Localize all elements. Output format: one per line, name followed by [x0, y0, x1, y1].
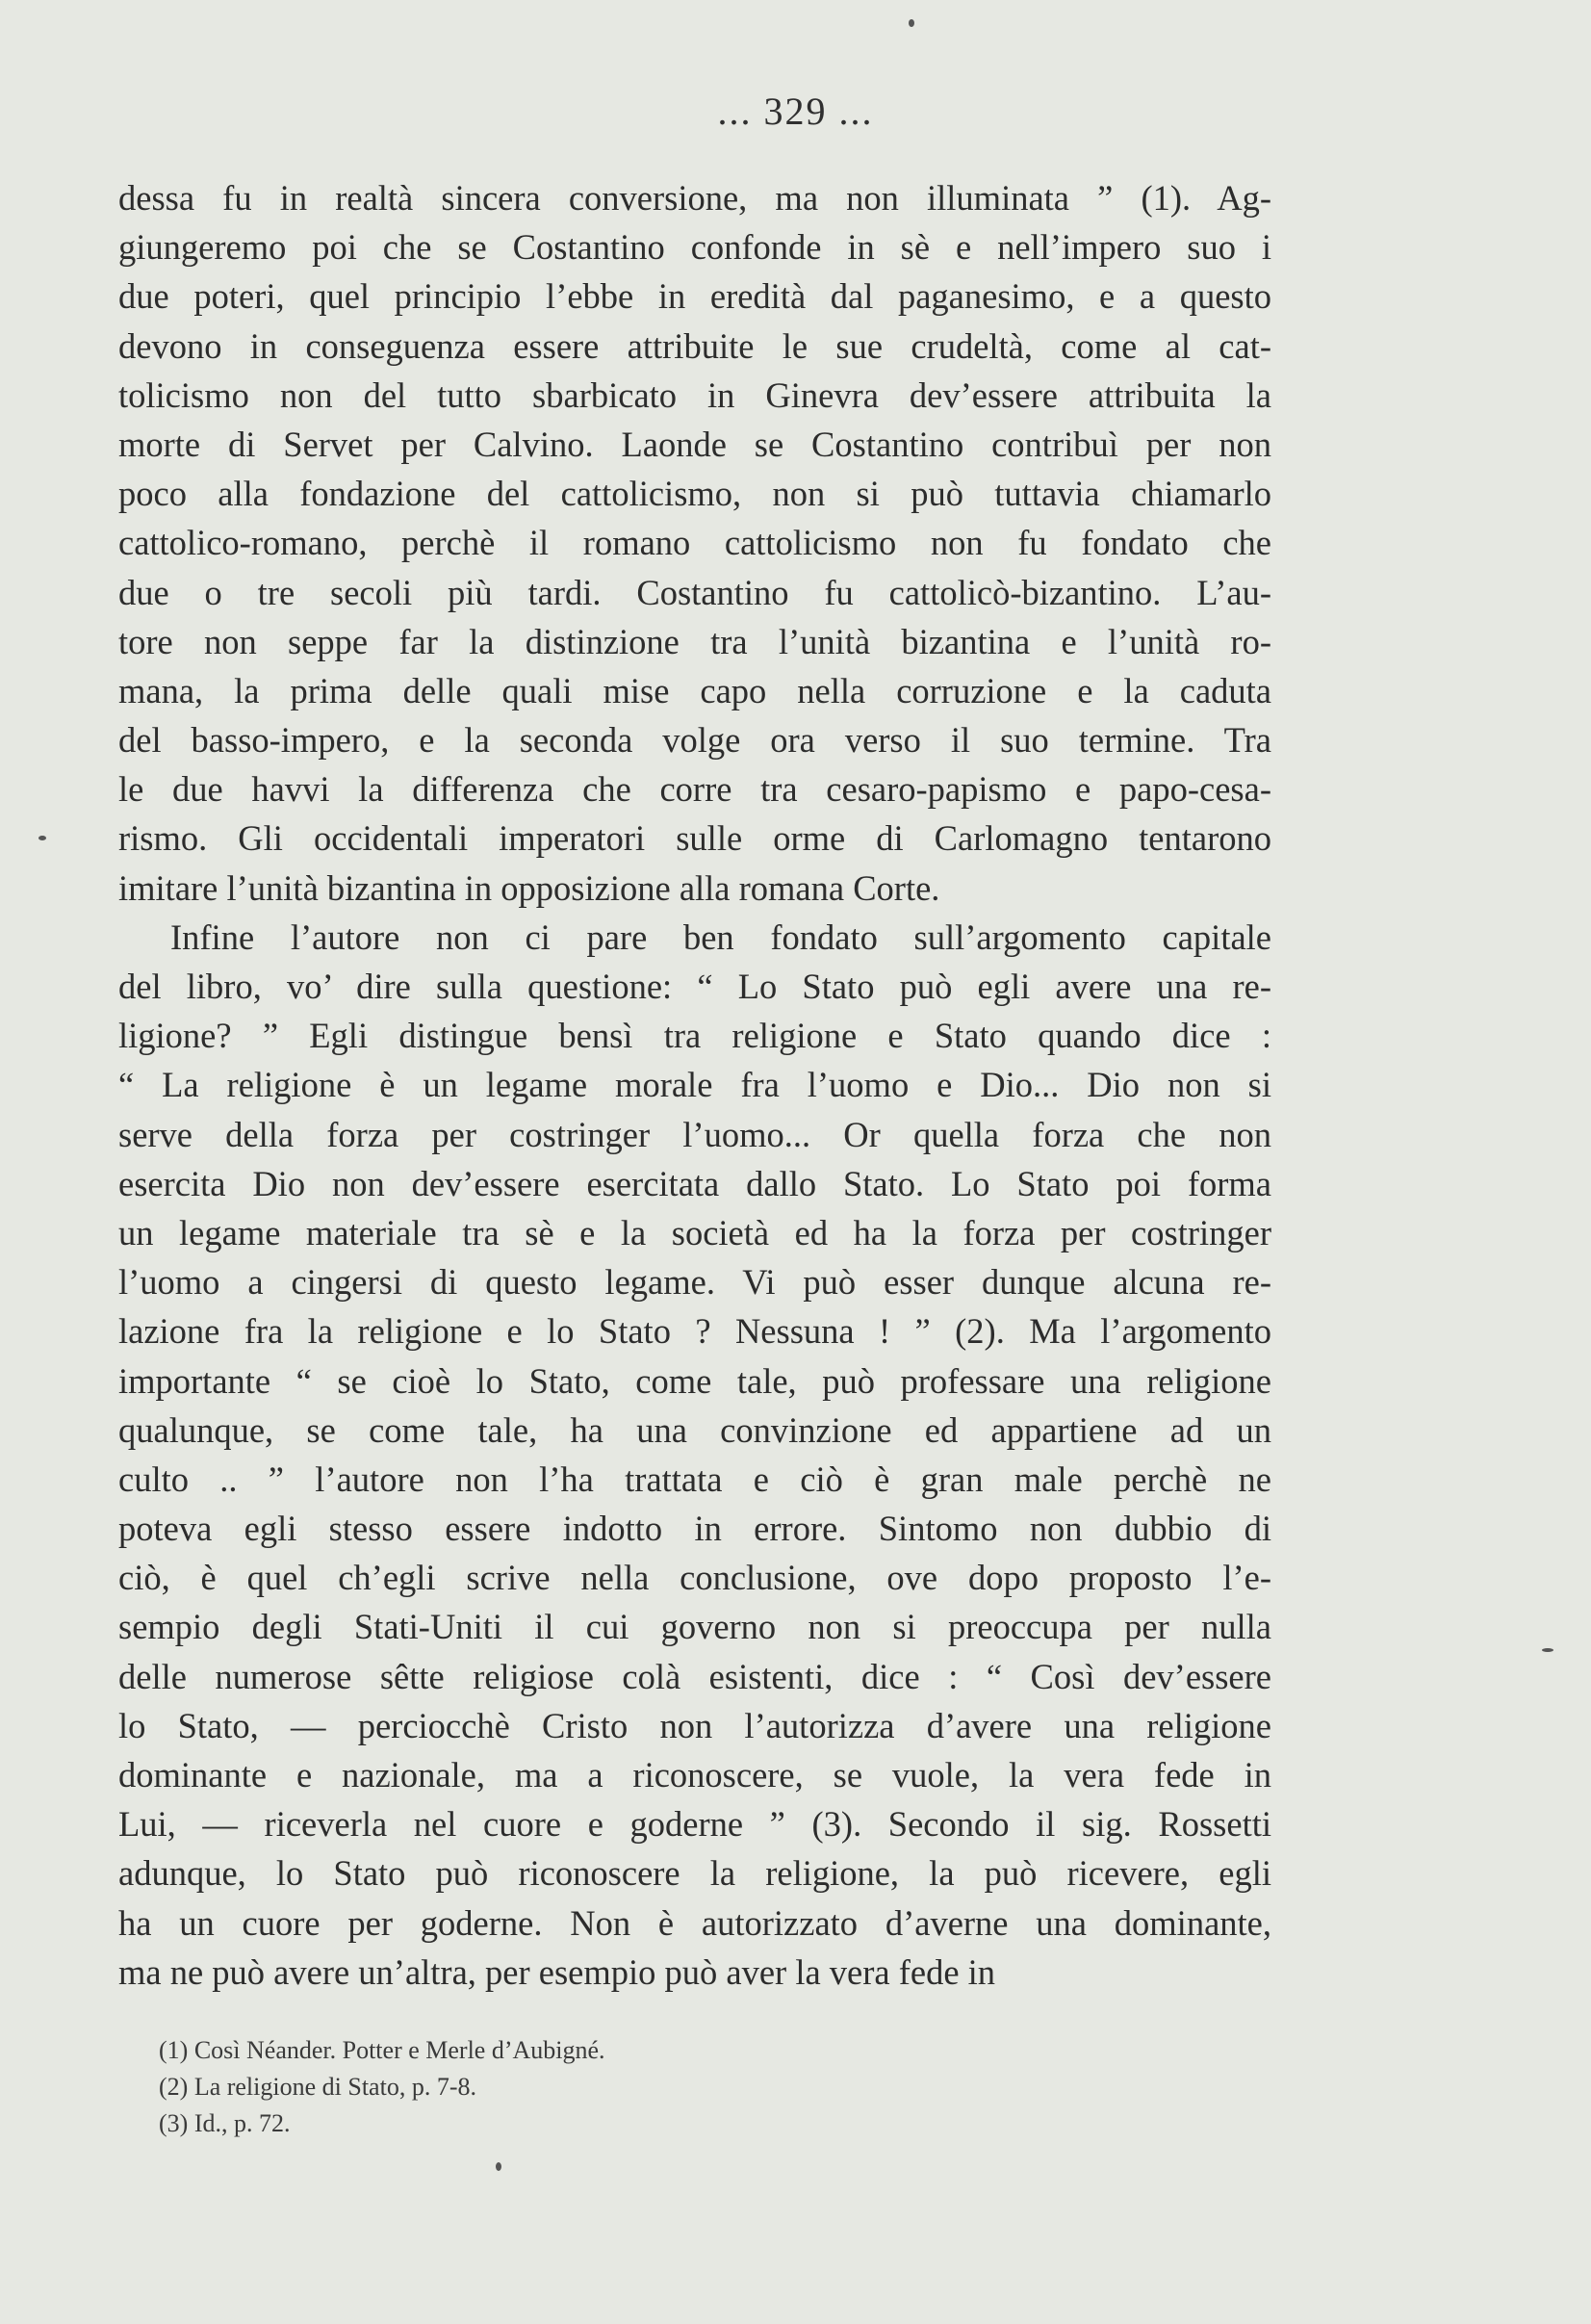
text-line: tore non seppe far la distinzione tra l’unità bizantina e l’unità ro-: [118, 621, 1271, 661]
text-line: importante “ se cioè lo Stato, come tale, può professare una religione: [118, 1360, 1271, 1401]
text-line: cattolico-romano, perchè il romano cattolicismo non fu fondato che: [118, 523, 1271, 563]
text-line: qualunque, se come tale, ha una convinzione ed appartiene ad un: [118, 1409, 1271, 1450]
footnote: (2) La religione di Stato, p. 7-8.: [159, 2073, 476, 2101]
text-line: adunque, lo Stato può riconoscere la religione, la può ricevere, egli: [118, 1853, 1271, 1894]
text-line: l’uomo a cingersi di questo legame. Vi può esser dunque alcuna re-: [118, 1262, 1271, 1303]
text-line: delle numerose sêtte religiose colà esistenti, dice : “ Così dev’essere: [118, 1656, 1271, 1696]
text-line: un legame materiale tra sè e la società ed ha la forza per costringer: [118, 1212, 1271, 1252]
text-line: lo Stato, — perciocchè Cristo non l’autorizza d’avere una religione: [118, 1705, 1271, 1745]
ink-speck: [496, 2162, 501, 2171]
text-line: ciò, è quel ch’egli scrive nella conclusione, ove dopo proposto l’e-: [118, 1558, 1271, 1598]
text-line: ha un cuore per goderne. Non è autorizzato d’averne una dominante,: [118, 1902, 1271, 1943]
text-line: imitare l’unità bizantina in opposizione alla romana Corte.: [118, 867, 940, 908]
text-line: le due havvi la differenza che corre tra cesaro-papismo e papo-cesa-: [118, 769, 1271, 810]
ink-speck: [1542, 1648, 1553, 1652]
text-line: del libro, vo’ dire sulla questione: “ Lo Stato può egli avere una re-: [118, 967, 1271, 1006]
text-line: esercita Dio non dev’essere esercitata dallo Stato. Lo Stato poi forma: [118, 1163, 1271, 1203]
text-line: mana, la prima delle quali mise capo nella corruzione e la caduta: [118, 670, 1271, 710]
text-line: ligione? ” Egli distingue bensì tra religione e Stato quando dice :: [118, 1016, 1271, 1056]
text-line: rismo. Gli occidentali imperatori sulle orme di Carlomagno tentarono: [118, 818, 1271, 859]
text-line: sempio degli Stati-Uniti il cui governo non si preoccupa per nulla: [118, 1607, 1271, 1647]
text-line: serve della forza per costringer l’uomo... Or quella forza che non: [118, 1114, 1271, 1154]
text-line: devono in conseguenza essere attribuite le sue crudeltà, come al cat-: [118, 325, 1271, 366]
text-line: dominante e nazionale, ma a riconoscere, se vuole, la vera fede in: [118, 1755, 1271, 1795]
text-line: Lui, — riceverla nel cuore e goderne ” (3). Secondo il sig. Rossetti: [118, 1804, 1271, 1845]
text-line: tolicismo non del tutto sbarbicato in Ginevra dev’essere attribuita la: [118, 374, 1271, 415]
text-line: dessa fu in realtà sincera conversione, ma non illuminata ” (1). Ag-: [118, 178, 1271, 218]
body-text: [118, 173, 1271, 1997]
footnote: (1) Così Néander. Potter e Merle d’Aubigné.: [159, 2036, 605, 2064]
text-line: due o tre secoli più tardi. Costantino fu cattolicò-bizantino. L’au-: [118, 572, 1271, 612]
text-line: poteva egli stesso essere indotto in errore. Sintomo non dubbio di: [118, 1509, 1271, 1549]
footnote: (3) Id., p. 72.: [159, 2109, 291, 2137]
text-line: morte di Servet per Calvino. Laonde se Costantino contribuì per non: [118, 424, 1271, 464]
ink-speck: [909, 19, 914, 27]
page-number: ... 329 ...: [717, 90, 874, 133]
text-line: Infine l’autore non ci pare ben fondato sull’argomento capitale: [170, 917, 1271, 957]
text-line: giungeremo poi che se Costantino confonde in sè e nell’impero suo i: [118, 227, 1271, 268]
text-line: del basso-impero, e la seconda volge ora verso il suo termine. Tra: [118, 720, 1271, 761]
text-line: “ La religione è un legame morale fra l’uomo e Dio... Dio non si: [118, 1065, 1271, 1105]
footnotes: [159, 2032, 605, 2142]
text-line: due poteri, quel principio l’ebbe in eredità dal paganesimo, e a questo: [118, 276, 1271, 317]
text-line: lazione fra la religione e lo Stato ? Nessuna ! ” (2). Ma l’argomento: [118, 1311, 1271, 1352]
ink-speck: [38, 836, 46, 840]
text-line: ma ne può avere un’altra, per esempio può aver la vera fede in: [118, 1951, 996, 1992]
text-line: culto .. ” l’autore non l’ha trattata e ciò è gran male perchè ne: [118, 1459, 1271, 1499]
text-line: poco alla fondazione del cattolicismo, non si può tuttavia chiamarlo: [118, 474, 1271, 514]
